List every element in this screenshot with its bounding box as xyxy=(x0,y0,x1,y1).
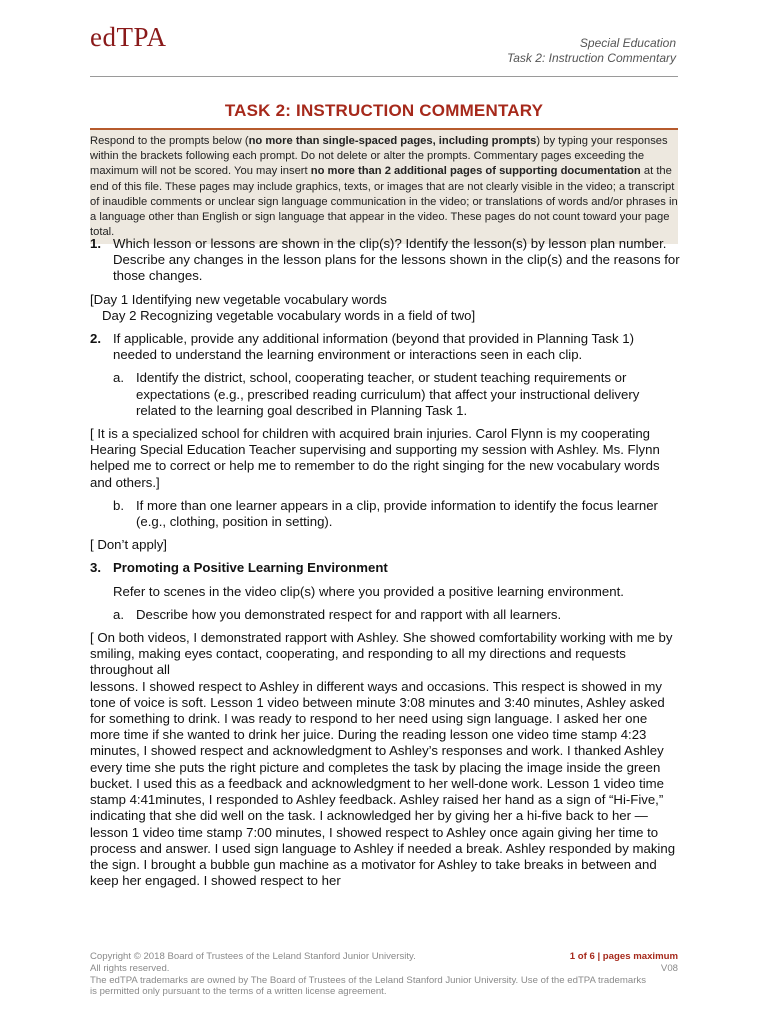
prompt-2b-text: If more than one learner appears in a clip, provide information to identify the focus learner (e.g., clothing, position in setting). xyxy=(136,497,658,530)
response-3a xyxy=(90,630,680,889)
response-1-line-1: [Day 1 Identifying new vegetable vocabulary words xyxy=(90,291,387,307)
prompt-3a-text: Describe how you demonstrated respect for and rapport with all learners. xyxy=(136,606,562,622)
instructions-text-1: Respond to the prompts below ( xyxy=(90,135,249,147)
prompt-3 xyxy=(90,560,680,576)
edtpa-logo: edTPA xyxy=(90,22,167,52)
commentary-body xyxy=(90,236,680,889)
page-title: TASK 2: INSTRUCTION COMMENTARY xyxy=(224,101,544,120)
prompt-3-number: 3. xyxy=(90,560,101,576)
response-1 xyxy=(90,292,680,324)
prompt-2a-text: Identify the district, school, cooperating teacher, or student teaching requirements or expectations (e.g., prescribed reading curriculum) that affect your instructional delivery related to the learning goal described in Planning Task 1. xyxy=(136,370,640,418)
prompt-3a xyxy=(90,607,680,623)
prompt-2-text: If applicable, provide any additional information (beyond that provided in Planning Task 1) needed to understand the learning environment or interactions seen in each clip. xyxy=(113,331,634,363)
page-header xyxy=(507,36,676,66)
footer-page-info xyxy=(570,951,678,975)
prompt-1-number: 1. xyxy=(90,236,101,251)
instructions-text-2: ) by typing your responses within the brackets following each prompt. Do not delete or alter the prompts. Commentary pages exceeding the maximum will not be scored. You may insert xyxy=(90,135,668,178)
prompt-3-intro: Refer to scenes in the video clip(s) where you provided a positive learning environment. xyxy=(113,583,624,599)
prompt-2 xyxy=(90,331,680,363)
footer-rights-line: All rights reserved. xyxy=(90,962,170,974)
prompt-2a xyxy=(90,370,680,419)
page-count: 1 of 6 | pages maximum xyxy=(569,951,678,962)
instructions-text-3: at the end of this file. These pages may include graphics, texts, or images that are not clearly visible in the video; a transcript of inaudible comments or unclear sign language communication in the video; or translations of words and/or phrases in a language other than English or sign language that appear in the video. These pages do not count toward your page total. xyxy=(90,165,678,239)
response-3a-paragraph-1: [ On both videos, I demonstrated rapport with Ashley. She showed comfortability working with me by smiling, making eyes contact, cooperating, and responding to all my directions and requests throughout all xyxy=(90,630,673,678)
footer-copyright xyxy=(90,951,650,998)
prompt-2a-letter: a. xyxy=(113,370,124,386)
footer-copyright-line: Copyright © 2018 Board of Trustees of the Leland Stanford Junior University. xyxy=(90,951,416,962)
footer-trademark-line: The edTPA trademarks are owned by The Board of Trustees of the Leland Stanford Junior University. Use of the edTPA trademarks is permitted only pursuant to the terms of a written license agreement. xyxy=(90,974,647,998)
response-2a: [ It is a specialized school for children with acquired brain injuries. Carol Flynn is my cooperating Hearing Special Education Teacher supervising and supporting my session with Ashley. Ms. Flynn helped me to correct or help me to remember to do the right singing for the new vocabulary words and others.] xyxy=(90,426,660,490)
header-subject: Special Education xyxy=(579,36,676,50)
prompt-2-number: 2. xyxy=(90,331,101,347)
prompt-2b xyxy=(90,498,680,530)
prompt-1 xyxy=(90,236,680,285)
prompt-1-text: Which lesson or lessons are shown in the clip(s)? Identify the lesson(s) by lesson plan number. Describe any changes in the lesson plans for the lessons shown in the clip(s) and the reasons for those changes. xyxy=(113,236,680,284)
prompt-3-heading: Promoting a Positive Learning Environment xyxy=(113,560,388,576)
prompt-3a-letter: a. xyxy=(113,606,124,622)
instructions-box xyxy=(90,128,678,244)
header-divider xyxy=(90,76,678,77)
version-label: V08 xyxy=(660,962,678,974)
header-task-label: Task 2: Instruction Commentary xyxy=(507,51,676,65)
instructions-bold-1: no more than single-spaced pages, including prompts xyxy=(248,135,537,147)
instructions-bold-2: no more than 2 additional pages of supporting documentation xyxy=(310,165,641,178)
response-1-line-2: Day 2 Recognizing vegetable vocabulary words in a field of two] xyxy=(102,307,476,323)
prompt-2b-letter: b. xyxy=(113,497,124,513)
response-2b: [ Don’t apply] xyxy=(90,537,167,553)
response-3a-paragraph-2: lessons. I showed respect to Ashley in different ways and occasions. This respect is showed in my tone of voice is soft. Lesson 1 video between minute 3:08 minutes and 3:40 minutes, Ashley asked for something to drink. I was ready to respond to her need using sign language. I asked her one more time if she wanted to drink her juice. During the reading lesson one video time stamp 4:23 minutes, I showed respect and acknowledgment to Ashley’s responses and work. I thanked Ashley every time she puts the right picture and completes the task by placing the image inside the green bucket. I used this as a feedback and acknowledgment to her well-done work. Lesson 1 video time stamp 4:41minutes, I responded to Ashley feedback. Ashley raised her hand as a sign of “Hi-Five,” indicating that she did well on the task. I acknowledged her by giving her a hi-five back to her — lesson 1 video time stamp 7:00 minutes, I showed respect to Ashley once again giving her time to process and answer. I used sign language to Ashley if needed a break. Ashley responded by making the sign. I brought a bubble gun machine as a motivator for Ashley to take breaks in between and keep her engaged. I showed respect to her xyxy=(90,678,676,889)
